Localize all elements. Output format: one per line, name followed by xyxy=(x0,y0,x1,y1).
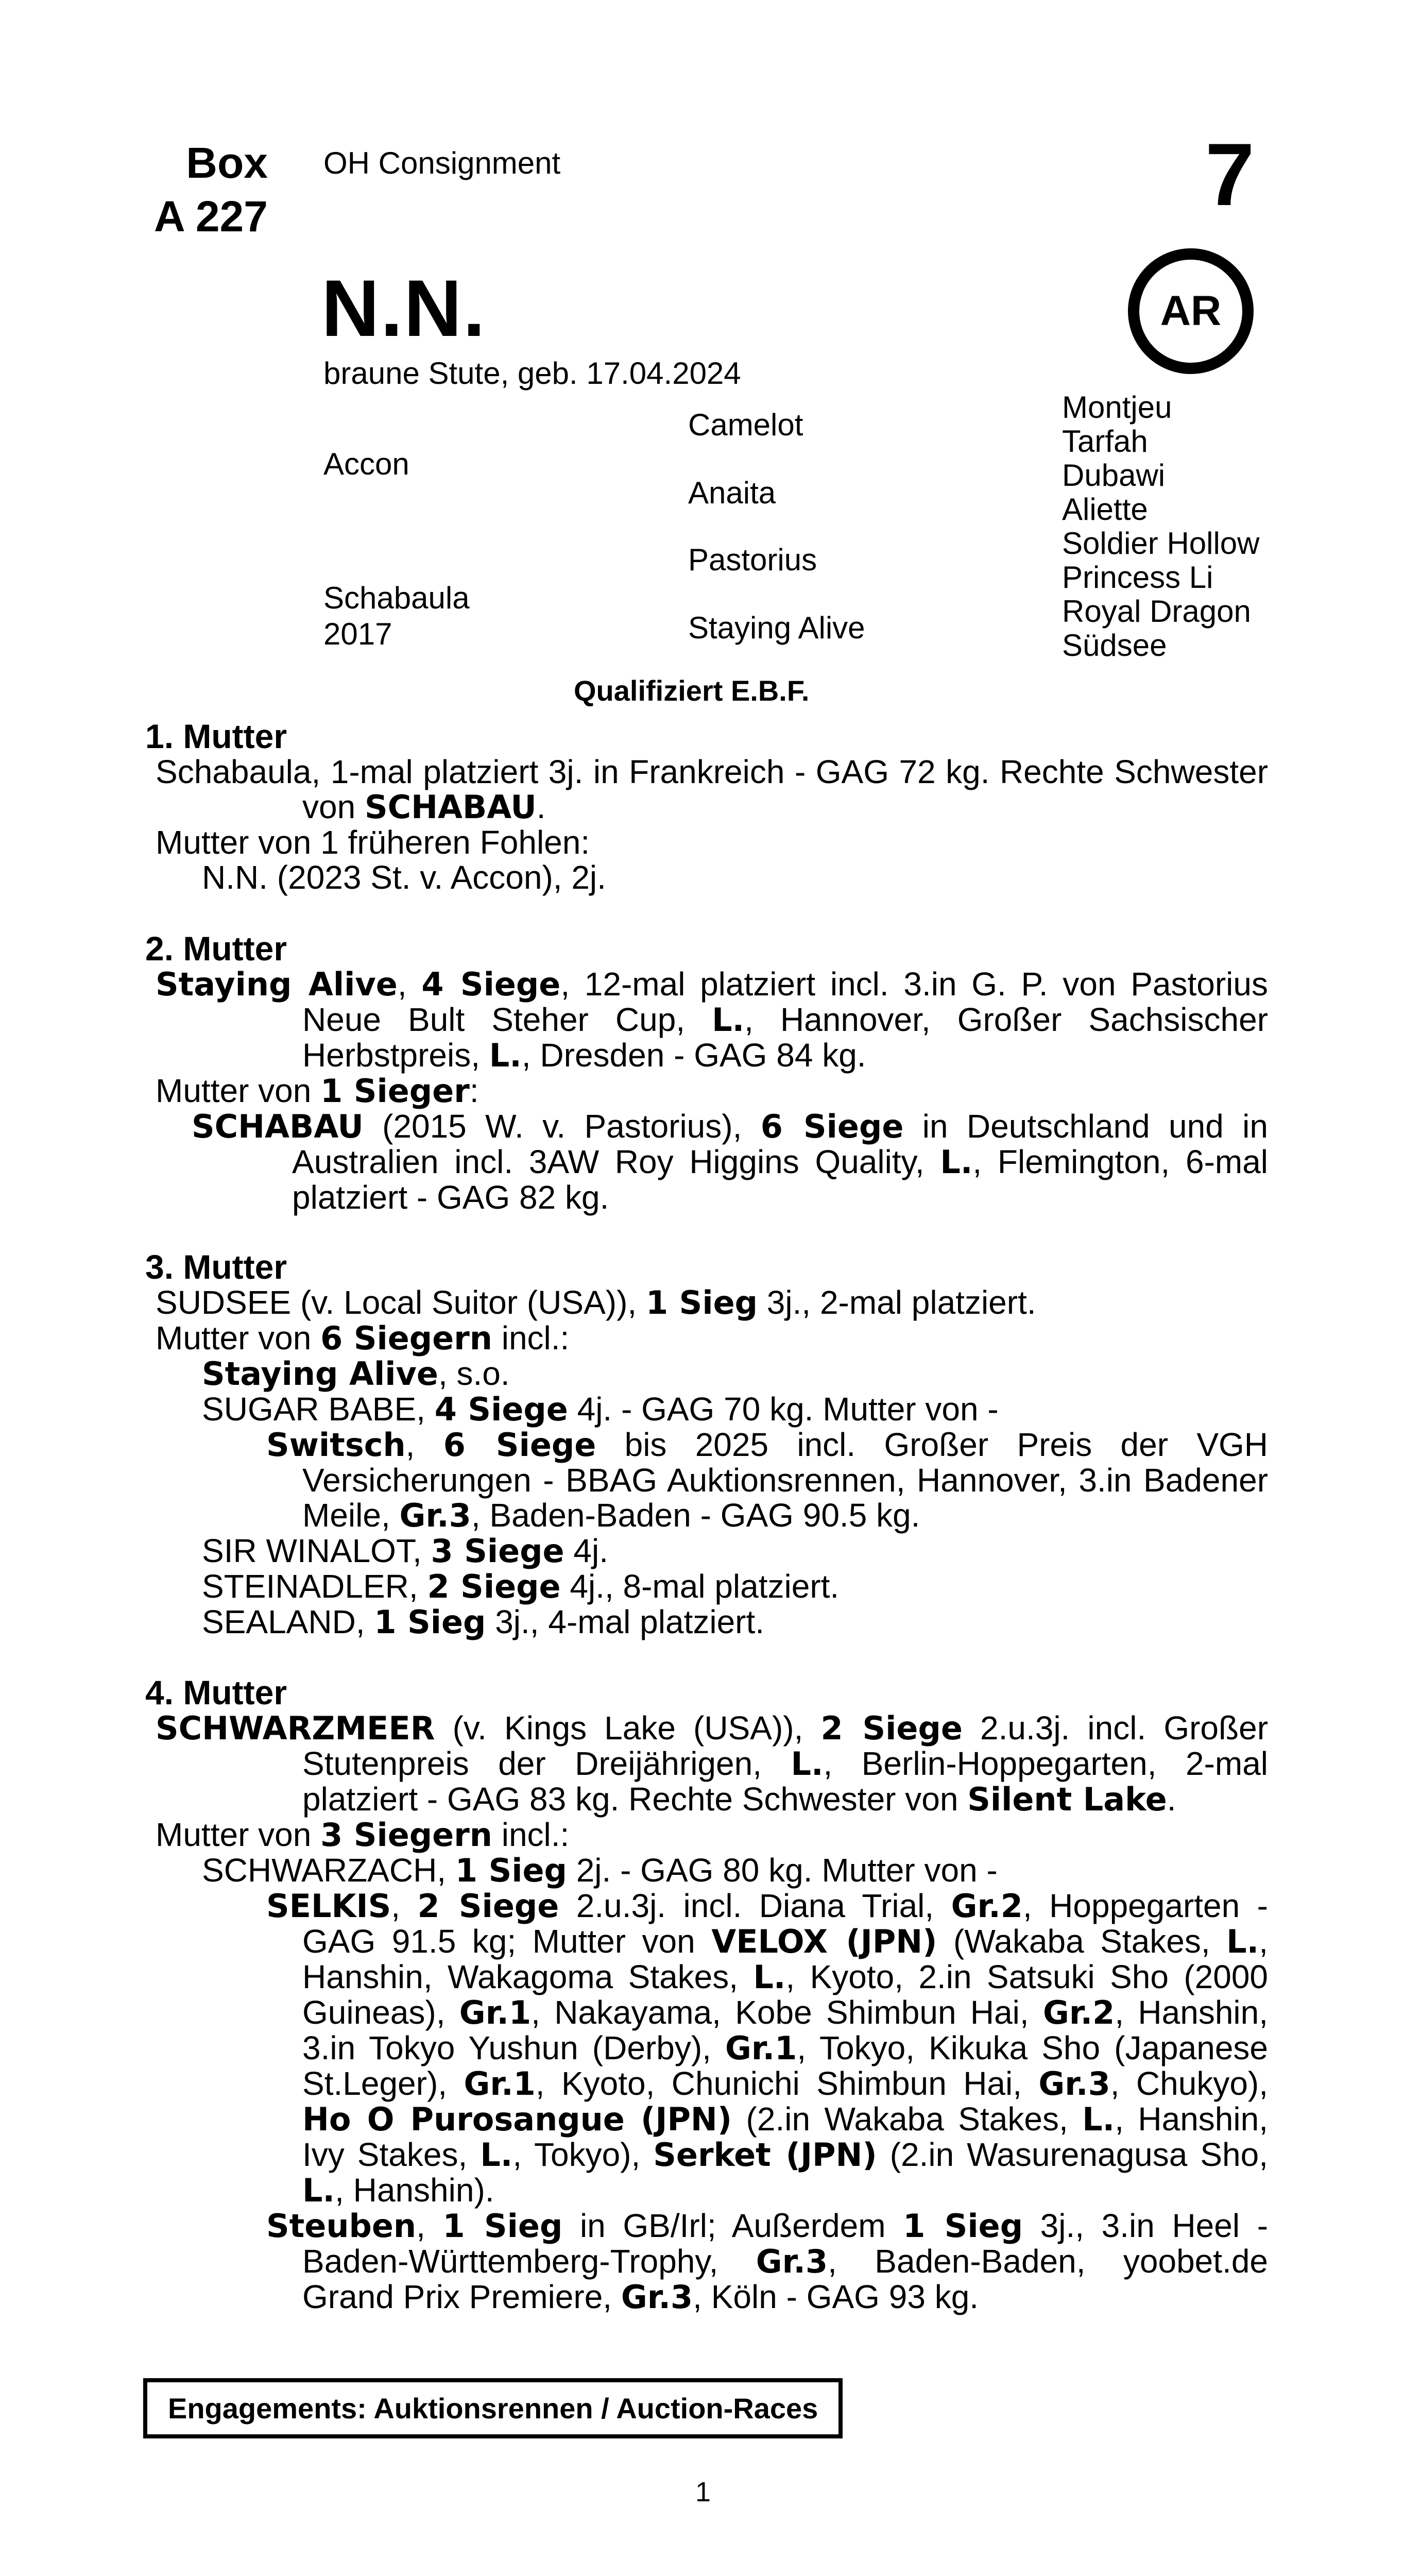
horse-name: N.N. xyxy=(321,264,486,353)
produce-item: Switsch, 6 Siege bis 2025 incl. Großer Preis der VGH Versicherungen - BBAG Auktionsrennen, Hannover, 3.in Badener Meile, Gr.3, Baden-Baden - GAG 90.5 kg. xyxy=(266,1426,1269,1534)
section-mutter-4 xyxy=(145,1674,1268,2315)
produce-item: STEINADLER, 2 Siege 4j., 8-mal platziert. xyxy=(202,1568,840,1605)
ancestor: Montjeu xyxy=(1062,390,1172,425)
ar-badge-icon xyxy=(1128,248,1254,374)
pedigree-grandparent: Staying Alive xyxy=(688,611,865,645)
produce-item: SUGAR BABE, 4 Siege 4j. - GAG 70 kg. Mutter von - xyxy=(202,1391,999,1428)
dam-record: Staying Alive, 4 Siege, 12-mal platziert incl. 3.in G. P. von Pastorius Neue Bult Steher Cup, L., Hannover, Großer Sachsischer Herbstpreis, L., Dresden - GAG 84 kg. xyxy=(156,965,1269,1074)
page-number: 1 xyxy=(695,2477,711,2507)
ancestor: Princess Li xyxy=(1062,560,1213,595)
produce-item: SIR WINALOT, 3 Siege 4j. xyxy=(202,1532,608,1570)
ancestor: Südsee xyxy=(1062,628,1167,663)
ancestor: Royal Dragon xyxy=(1062,594,1251,629)
dam-record: SCHWARZMEER (v. Kings Lake (USA)), 2 Siege 2.u.3j. incl. Großer Stutenpreis der Dreijährigen, L., Berlin-Hoppegarten, 2-mal platziert - GAG 83 kg. Rechte Schwester von Silent Lake. xyxy=(156,1709,1269,1818)
pedigree-grandparent: Anaita xyxy=(688,476,776,510)
lot-number: 7 xyxy=(1205,125,1255,224)
dam-record: SUDSEE (v. Local Suitor (USA)), 1 Sieg 3j., 2-mal platziert. xyxy=(156,1284,1036,1321)
pedigree-grandparent: Camelot xyxy=(688,408,803,442)
consignor: OH Consignment xyxy=(323,146,561,180)
section-heading: 1. Mutter xyxy=(145,717,287,755)
produce-item: Staying Alive, s.o. xyxy=(202,1355,510,1393)
box-label xyxy=(144,136,268,243)
box-number: A 227 xyxy=(153,192,268,241)
section-mutter-3 xyxy=(145,1249,1268,1640)
pedigree-great-grandparents xyxy=(1062,391,1260,663)
produce-intro: Mutter von 1 Sieger: xyxy=(156,1072,479,1110)
horse-description: braune Stute, geb. 17.04.2024 xyxy=(323,356,741,391)
ancestor: Soldier Hollow xyxy=(1062,526,1260,561)
qualification: Qualifiziert E.B.F. xyxy=(574,674,810,707)
section-heading: 2. Mutter xyxy=(145,929,287,968)
ancestor: Dubawi xyxy=(1062,458,1166,493)
ancestor: Tarfah xyxy=(1062,424,1148,459)
pedigree-dam: Schabaula xyxy=(323,581,470,615)
pedigree-sire: Accon xyxy=(323,447,409,481)
box-word: Box xyxy=(186,139,268,187)
produce-item: N.N. (2023 St. v. Accon), 2j. xyxy=(202,859,606,896)
produce-item: SEALAND, 1 Sieg 3j., 4-mal platziert. xyxy=(202,1603,765,1641)
section-heading: 3. Mutter xyxy=(145,1248,287,1286)
produce-item: SCHWARZACH, 1 Sieg 2j. - GAG 80 kg. Mutter von - xyxy=(202,1852,998,1889)
produce-intro: Mutter von 1 früheren Fohlen: xyxy=(156,824,590,861)
section-mutter-1 xyxy=(145,718,1268,895)
produce-intro: Mutter von 3 Siegern incl.: xyxy=(156,1816,570,1854)
ar-badge-text: AR xyxy=(1160,287,1222,334)
produce-intro: Mutter von 6 Siegern incl.: xyxy=(156,1319,570,1357)
produce-item: Steuben, 1 Sieg in GB/Irl; Außerdem 1 Sieg 3j., 3.in Heel - Baden-Württemberg-Trophy, Gr.3, Baden-Baden, yoobet.de Grand Prix Premiere, Gr.3, Köln - GAG 93 kg. xyxy=(266,2207,1269,2316)
section-mutter-2 xyxy=(145,930,1268,1215)
ancestor: Aliette xyxy=(1062,492,1148,527)
produce-item: SELKIS, 2 Siege 2.u.3j. incl. Diana Trial, Gr.2, Hoppegarten - GAG 91.5 kg; Mutter von VELOX (JPN) (Wakaba Stakes, L., Hanshin, Wakagoma Stakes, L., Kyoto, 2.in Satsuki Sho (2000 Guineas), Gr.1, Nakayama, Kobe Shimbun Hai, Gr.2, Hanshin, 3.in Tokyo Yushun (Derby), Gr.1, Tokyo, Kikuka Sho (Japanese St.Leger), Gr.1, Kyoto, Chunichi Shimbun Hai, Gr.3, Chukyo), Ho O Purosangue (JPN) (2.in Wakaba Stakes, L., Hanshin, Ivy Stakes, L., Tokyo), Serket (JPN) (2.in Wasurenagusa Sho, L., Hanshin). xyxy=(266,1887,1269,2209)
pedigree-grandparent: Pastorius xyxy=(688,543,817,577)
produce-item: SCHABAU (2015 W. v. Pastorius), 6 Siege in Deutschland und in Australien incl. 3AW Roy Higgins Quality, L., Flemington, 6-mal platziert - GAG 82 kg. xyxy=(192,1108,1268,1216)
pedigree-dam-year: 2017 xyxy=(323,617,392,651)
dam-record: Schabaula, 1-mal platziert 3j. in Frankreich - GAG 72 kg. Rechte Schwester von SCHABAU. xyxy=(156,753,1268,826)
engagements-box: Engagements: Auktionsrennen / Auction-Races xyxy=(143,2378,843,2438)
section-heading: 4. Mutter xyxy=(145,1673,287,1711)
